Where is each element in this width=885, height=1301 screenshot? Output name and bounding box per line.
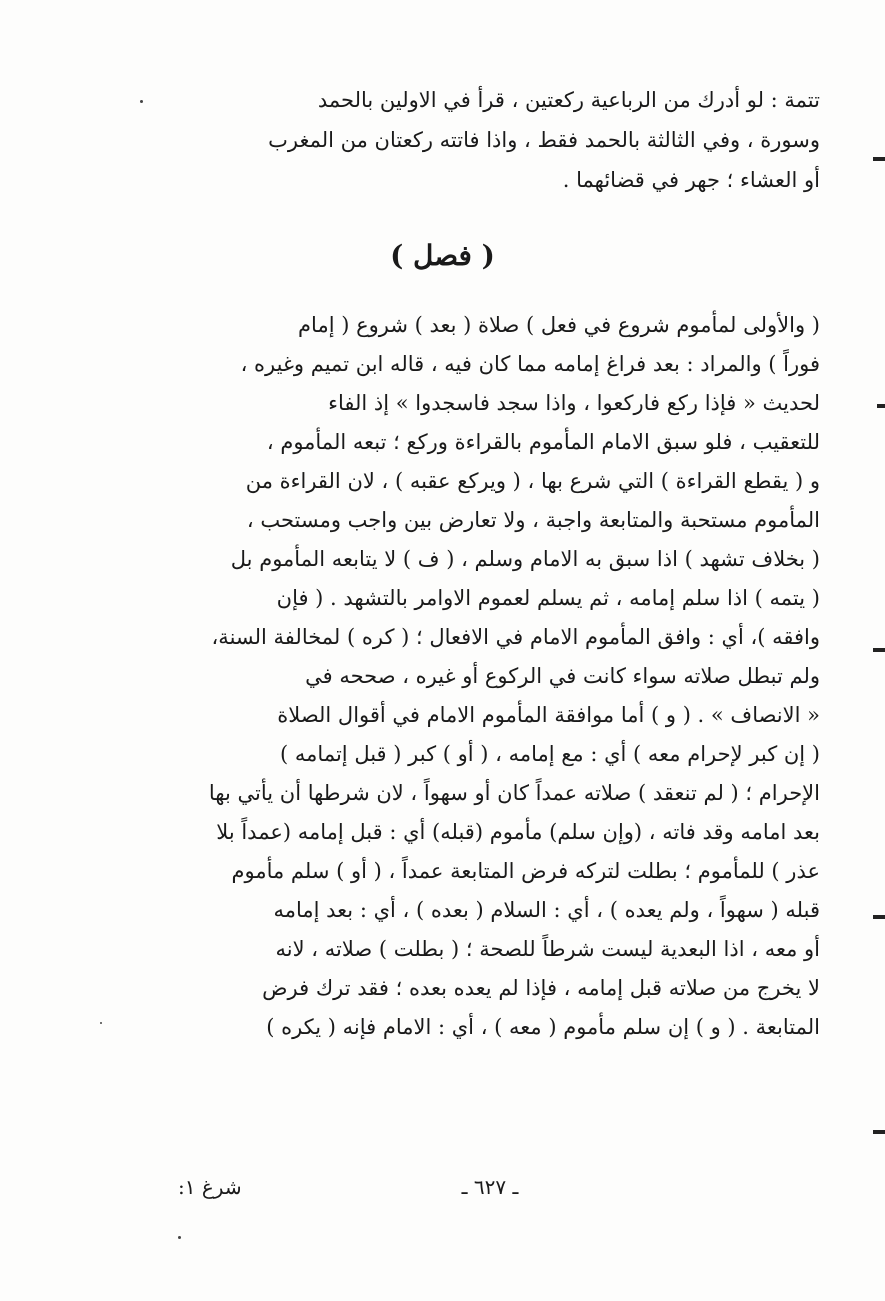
- page-number: ـ ٦٢٧ ـ: [461, 1175, 519, 1199]
- body-line: وافقه )، أي : وافق المأموم الامام في الافعال ؛ ( كره ) لمخالفة السنة،: [211, 625, 820, 649]
- page-footer: [0, 1170, 885, 1204]
- intro-line: وسورة ، وفي الثالثة بالحمد فقط ، واذا فاتته ركعتان من المغرب: [268, 128, 820, 152]
- intro-paragraph: [172, 80, 820, 200]
- body-line: ( إن كبر لإحرام معه ) أي : مع إمامه ، ( أو ) كبر ( قبل إتمامه ): [280, 742, 820, 766]
- body-line: ( بخلاف تشهد ) اذا سبق به الامام وسلم ، ( ف ) لا يتابعه المأموم بل: [230, 547, 820, 571]
- body-line: الإحرام ؛ ( لم تنعقد ) صلاته عمداً كان أو سهواً ، لان شرطها أن يأتي بها: [208, 781, 820, 805]
- body-line: للتعقيب ، فلو سبق الامام المأموم بالقراءة وركع ؛ تبعه المأموم ،: [266, 430, 820, 454]
- signature-mark: شرغ ١:: [178, 1175, 242, 1199]
- scan-speck: [178, 1236, 181, 1239]
- body-line: المأموم مستحبة والمتابعة واجبة ، ولا تعارض بين واجب ومستحب ،: [246, 508, 820, 532]
- margin-tick: [877, 404, 885, 408]
- body-line: قبله ( سهواً ، ولم يعده ) ، أي : السلام ( بعده ) ، أي : بعد إمامه: [273, 898, 820, 922]
- margin-tick: [873, 1130, 885, 1134]
- body-line: لا يخرج من صلاته قبل إمامه ، فإذا لم يعده بعده ؛ فقد ترك فرض: [262, 976, 820, 1000]
- scan-speck: [100, 1022, 102, 1024]
- body-line: أو معه ، اذا البعدية ليست شرطاً للصحة ؛ ( بطلت ) صلاته ، لانه: [275, 937, 820, 961]
- body-line: لحديث « فإذا ركع فاركعوا ، واذا سجد فاسجدوا » إذ الفاء: [328, 391, 820, 415]
- body-line: عذر ) للمأموم ؛ بطلت لتركه فرض المتابعة عمداً ، ( أو ) سلم مأموم: [231, 859, 820, 883]
- body-line: ولم تبطل صلاته سواء كانت في الركوع أو غيره ، صححه في: [305, 664, 820, 688]
- body-line: ( يتمه ) اذا سلم إمامه ، ثم يسلم لعموم الاوامر بالتشهد . ( فإن: [276, 586, 820, 610]
- margin-tick: [873, 157, 885, 161]
- body-line: فوراً ) والمراد : بعد فراغ إمامه مما كان فيه ، قاله ابن تميم وغيره ،: [240, 352, 820, 376]
- margin-tick: [873, 648, 885, 652]
- body-line: بعد امامه وقد فاته ، (وإن سلم) مأموم (قبله) أي : قبل إمامه (عمداً بلا: [216, 820, 820, 844]
- body-line: « الانصاف » . ( و ) أما موافقة المأموم الامام في أقوال الصلاة: [277, 703, 820, 727]
- body-line: المتابعة . ( و ) إن سلم مأموم ( معه ) ، أي : الامام فإنه ( يكره ): [266, 1015, 820, 1039]
- section-heading: ( فصل ): [390, 239, 495, 272]
- margin-tick: [873, 915, 885, 919]
- scan-speck: [140, 100, 143, 103]
- body-line: و ( يقطع القراءة ) التي شرع بها ، ( ويركع عقبه ) ، لان القراءة من: [245, 469, 820, 493]
- intro-line: تتمة : لو أدرك من الرباعية ركعتين ، قرأ في الاولين بالحمد: [317, 88, 820, 112]
- body-paragraph: [172, 306, 820, 1047]
- intro-line: أو العشاء ؛ جهر في قضائهما .: [562, 168, 820, 192]
- body-line: ( والأولى لمأموم شروع في فعل ) صلاة ( بعد ) شروع ( إمام: [298, 313, 820, 337]
